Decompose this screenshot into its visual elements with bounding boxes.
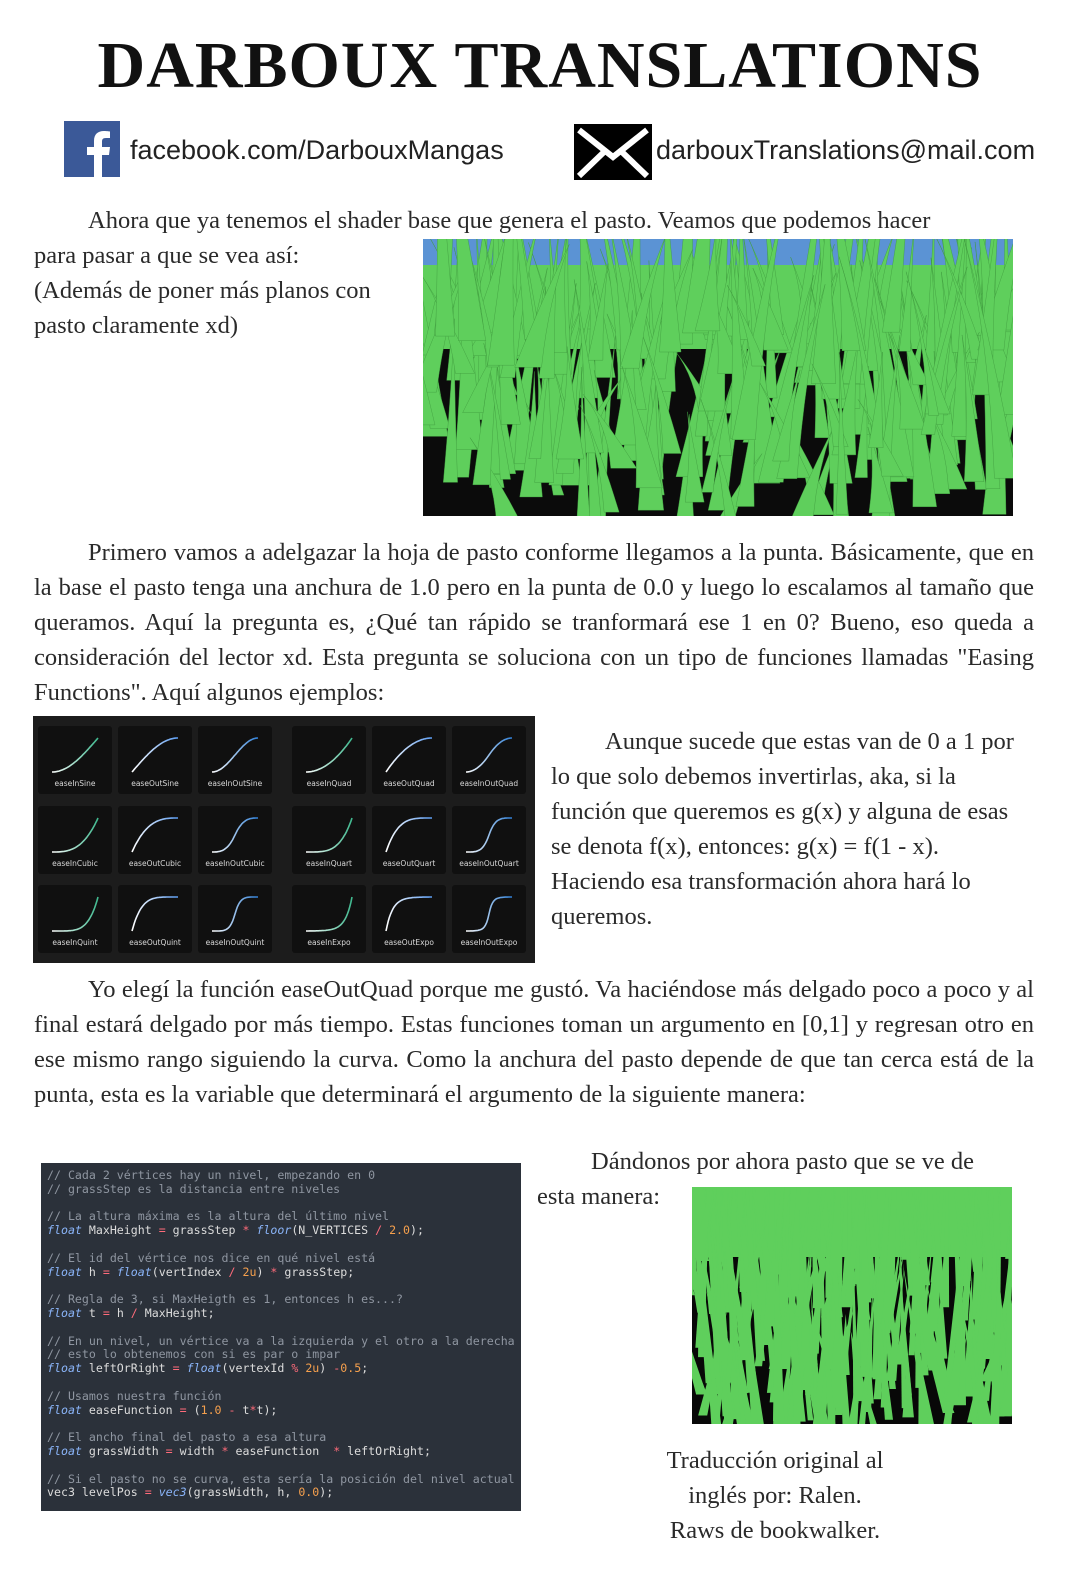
- easing-curve-easeInQuint: [38, 885, 112, 937]
- easing-label: easeInOutCubic: [205, 859, 265, 868]
- code-comment: // Cada 2 vértices hay un nivel, empezando en 0: [47, 1168, 376, 1182]
- result-line-1: Dándonos por ahora pasto que se ve de: [591, 1148, 975, 1175]
- easing-label: easeInOutQuad: [459, 779, 519, 788]
- easing-label: easeInOutSine: [207, 779, 263, 788]
- result-line-2: esta manera:: [537, 1183, 661, 1210]
- intro-line-2: para pasar a que se vea así:: [34, 242, 300, 269]
- code-comment: // Si el pasto no se curva, esta sería la posición del nivel actual: [47, 1471, 515, 1486]
- easing-curve-easeOutQuad: [372, 726, 446, 778]
- easing-curve-easeInExpo: [292, 885, 366, 937]
- easing-cell-easeOutQuad: [372, 726, 446, 794]
- easing-label: easeInQuint: [52, 938, 98, 947]
- easing-cell-easeInOutExpo: [452, 885, 526, 953]
- easing-label: easeOutQuart: [382, 859, 436, 868]
- easing-curve-easeInOutQuad: [452, 726, 526, 778]
- code-comment: // grassStep es la distancia entre niveles: [47, 1181, 341, 1196]
- grass-result-image: [692, 1187, 1012, 1424]
- code-comment: // La altura máxima es la altura del último nivel: [47, 1209, 390, 1224]
- easing-curve-easeOutQuint: [118, 885, 192, 937]
- easing-label: easeInQuad: [306, 779, 352, 788]
- grass-render-image: [423, 239, 1013, 516]
- easing-cell-easeInOutQuart: [452, 806, 526, 874]
- facebook-link[interactable]: facebook.com/DarbouxMangas: [130, 135, 504, 165]
- easing-cell-easeOutQuart: [372, 806, 446, 874]
- easing-cell-easeOutSine: [118, 726, 192, 794]
- easing-cell-easeInQuad: [292, 726, 366, 794]
- easing-curve-easeInSine: [38, 726, 112, 778]
- easeoutquad-paragraph: Yo elegí la función easeOutQuad porque me gustó. Va haciéndose más delgado poco a poco y al final estará delgado por más tiempo. Estas funciones toman un argumento en [0,1] y regresan otro en ese mismo rango siguiendo la curva. Como la anchura del pasto depende de que tan cerca está de la punta, esta es la variable que determinará el argumento de la siguiente manera:: [34, 976, 1034, 1108]
- easing-label: easeInQuart: [306, 859, 352, 868]
- code-comment: // esto lo obtenemos con si es par o impar: [47, 1347, 341, 1362]
- intro-line-3: (Además de poner más planos con: [34, 277, 371, 304]
- easing-curve-easeInOutSine: [198, 726, 272, 778]
- envelope-icon[interactable]: [574, 124, 652, 180]
- code-comment: // El id del vértice nos dice en qué nivel está: [47, 1250, 376, 1265]
- easing-curve-easeOutQuart: [372, 806, 446, 858]
- easing-cell-easeOutQuint: [118, 885, 192, 953]
- intro-line-1: Ahora que ya tenemos el shader base que genera el pasto. Veamos que podemos hacer: [88, 207, 931, 234]
- code-comment: // Regla de 3, si MaxHeigth es 1, entonces h es...?: [47, 1292, 403, 1307]
- easing-curve-easeInCubic: [38, 806, 112, 858]
- easing-cell-easeInOutSine: [198, 726, 272, 794]
- easing-label: easeInSine: [54, 779, 96, 788]
- easing-curve-easeInOutCubic: [198, 806, 272, 858]
- invert-paragraph: Aunque sucede que estas van de 0 a 1 por lo que solo debemos invertirlas, aka, si la función que queremos es g(x) y alguna de esas se denota f(x), entonces: g(x) = f(1 - x). Haciendo esa transformación ahora hará lo queremos.: [551, 728, 1014, 930]
- credits-line-2: inglés por: Ralen.: [688, 1482, 862, 1509]
- easing-curve-easeOutCubic: [118, 806, 192, 858]
- easing-cell-easeOutExpo: [372, 885, 446, 953]
- easing-label: easeOutCubic: [128, 859, 182, 868]
- easing-cell-easeOutCubic: [118, 806, 192, 874]
- easing-curve-easeOutExpo: [372, 885, 446, 937]
- easing-label: easeInExpo: [307, 938, 351, 947]
- easing-curve-easeInOutQuint: [198, 885, 272, 937]
- email-link[interactable]: darbouxTranslations@mail.com: [656, 135, 1036, 165]
- credits: [615, 1443, 935, 1548]
- credits-line-1: Traducción original al: [666, 1447, 884, 1474]
- facebook-icon[interactable]: [64, 121, 120, 177]
- intro-line-4: pasto claramente xd): [34, 312, 239, 339]
- easing-functions-chart: [33, 716, 535, 963]
- easing-curve-easeInQuart: [292, 806, 366, 858]
- easing-label: easeInOutExpo: [460, 938, 518, 947]
- easing-cell-easeInExpo: [292, 885, 366, 953]
- shader-code-block: // Cada 2 vértices hay un nivel, empezando en 0 // grassStep es la distancia entre niveles // La altura máxima es la altura del último nivel float MaxHeight = grassStep * floor(N_VERTICES / 2.0); // El id del vértice nos dice en qué nivel está float h = float(vertIndex / 2u) * grassStep; // Regla de 3, si MaxHeigth es 1, entonces h es...? float t = h / MaxHeight; // En un nivel, un vértice va a la izquierda y el otro a la derecha // esto lo obtenemos con si es par o impar float leftOrRight = float(vertexId % 2u) -0.5; // Usamos nuestra función float easeFunction = (1.0 - t*t); // El ancho final del pasto a esa altura float grassWidth = width * easeFunction * leftOrRight; // Si el pasto no se curva, esta sería la posición del nivel actual vec3 levelPos = vec3(grassWidth, h, 0.0);: [41, 1163, 521, 1511]
- code-comment: // El ancho final del pasto a esa altura: [47, 1430, 327, 1445]
- easing-cell-easeInSine: [38, 726, 112, 794]
- easing-label: easeInOutQuint: [205, 938, 265, 947]
- easing-intro-paragraph: Primero vamos a adelgazar la hoja de pasto conforme llegamos a la punta. Básicamente, que en la base el pasto tenga una anchura de 1.0 pero en la punta de 0.0 y luego lo escalamos al tamaño que queramos. Aquí la pregunta es, ¿Qué tan rápido se tranformará ese 1 en 0? Bueno, eso queda a consideración del lector xd. Esta pregunta se soluciona con un tipo de funciones llamadas "Easing Functions". Aquí algunos ejemplos:: [34, 539, 1034, 706]
- easing-cell-easeInQuint: [38, 885, 112, 953]
- easing-cell-easeInOutCubic: [198, 806, 272, 874]
- easing-cell-easeInQuart: [292, 806, 366, 874]
- code-comment: // En un nivel, un vértice va a la izquierda y el otro a la derecha: [47, 1333, 515, 1348]
- easing-curve-easeOutSine: [118, 726, 192, 778]
- easing-cell-easeInOutQuint: [198, 885, 272, 953]
- easing-label: easeInOutQuart: [459, 859, 519, 868]
- easing-label: easeInCubic: [52, 859, 98, 868]
- easing-cell-easeInOutQuad: [452, 726, 526, 794]
- code-comment: // Usamos nuestra función: [47, 1388, 222, 1403]
- easing-label: easeOutQuad: [383, 779, 435, 788]
- page-title: DARBOUX TRANSLATIONS: [97, 29, 983, 102]
- easing-label: easeOutSine: [131, 779, 179, 788]
- easing-curve-easeInOutQuart: [452, 806, 526, 858]
- credits-line-3: Raws de bookwalker.: [669, 1517, 881, 1544]
- easing-label: easeOutExpo: [384, 938, 434, 947]
- easing-cell-easeInCubic: [38, 806, 112, 874]
- easing-label: easeOutQuint: [129, 938, 181, 947]
- easing-curve-easeInQuad: [292, 726, 366, 778]
- easing-curve-easeInOutExpo: [452, 885, 526, 937]
